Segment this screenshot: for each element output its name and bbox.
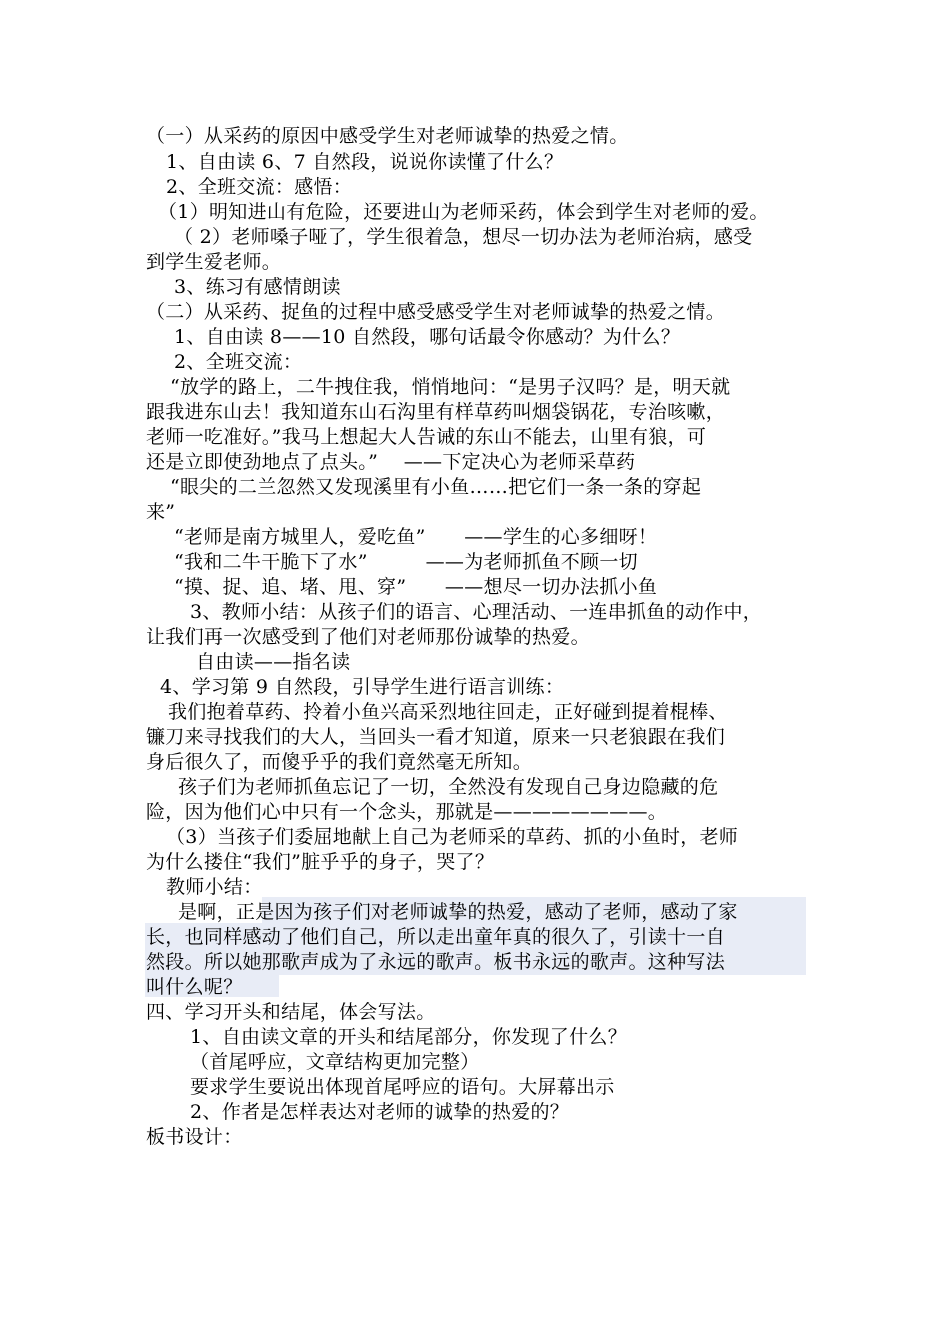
section-heading: 板书设计： bbox=[146, 1126, 243, 1148]
quote-line: “摸、捉、追、堵、甩、穿” ——想尽一切办法抓小鱼 bbox=[174, 576, 658, 598]
text-line: 3、教师小结：从孩子们的语言、心理活动、一连串抓鱼的动作中， bbox=[190, 601, 763, 623]
text-line: 险，因为他们心中只有一个念头，那就是————————。 bbox=[146, 801, 668, 823]
quote-line: 来” bbox=[146, 501, 176, 523]
text-line: （ 2）老师嗓子哑了，学生很着急，想尽一切办法为老师治病，感受 bbox=[174, 226, 753, 248]
text-line: 1、自由读文章的开头和结尾部分，你发现了什么？ bbox=[190, 1026, 627, 1048]
text-line: 自由读——指名读 bbox=[196, 651, 351, 673]
text-line: （首尾呼应，文章结构更加完整） bbox=[190, 1051, 480, 1073]
text-line: 镰刀来寻找我们的大人，当回头一看才知道，原来一只老狼跟在我们 bbox=[146, 726, 726, 748]
quote-line: 老师一吃准好。”我马上想起大人告诫的东山不能去，山里有狼，可 bbox=[146, 426, 707, 448]
text-line: 长，也同样感动了他们自己，所以走出童年真的很久了，引读十一自 bbox=[146, 926, 726, 948]
text-line: （3）当孩子们委屈地献上自己为老师采的草药、抓的小鱼时，老师 bbox=[166, 826, 739, 848]
quote-line: 跟我进东山去！我知道东山石沟里有样草药叫烟袋锅花，专治咳嗽， bbox=[146, 401, 726, 423]
text-line: 2、全班交流： bbox=[174, 351, 303, 373]
text-line: 4、学习第 9 自然段，引导学生进行语言训练： bbox=[160, 676, 565, 698]
quote-line: “我和二牛干脆下了水” ——为老师抓鱼不顾一切 bbox=[174, 551, 638, 573]
quote-line: “眼尖的二兰忽然又发现溪里有小鱼……把它们一条一条的穿起 bbox=[170, 476, 702, 498]
text-line: 2、全班交流：感悟： bbox=[166, 176, 353, 198]
text-line: 我们抱着草药、拎着小鱼兴高采烈地往回走，正好碰到提着棍棒、 bbox=[168, 701, 728, 723]
text-line: 让我们再一次感受到了他们对老师那份诚挚的热爱。 bbox=[146, 626, 590, 648]
text-line: （1）明知进山有危险，还要进山为老师采药，体会到学生对老师的爱。 bbox=[158, 201, 769, 223]
text-line: 到学生爱老师。 bbox=[146, 251, 282, 273]
text-line: 是啊，正是因为孩子们对老师诚挚的热爱，感动了老师，感动了家 bbox=[178, 901, 738, 923]
text-line: 叫什么呢？ bbox=[146, 976, 243, 998]
text-line: 为什么搂住“我们”脏乎乎的身子，哭了？ bbox=[146, 851, 495, 873]
section-heading: （一）从采药的原因中感受学生对老师诚挚的热爱之情。 bbox=[146, 125, 629, 147]
text-line: 1、自由读 8——10 自然段，哪句话最令你感动？为什么？ bbox=[174, 326, 681, 348]
text-line: 教师小结： bbox=[166, 876, 263, 898]
text-line: 2、作者是怎样表达对老师的诚挚的热爱的？ bbox=[190, 1101, 570, 1123]
text-line: 3、练习有感情朗读 bbox=[174, 276, 341, 298]
text-line: 孩子们为老师抓鱼忘记了一切，全然没有发现自己身边隐藏的危 bbox=[178, 776, 719, 798]
text-line: 要求学生要说出体现首尾呼应的语句。大屏幕出示 bbox=[190, 1076, 615, 1098]
section-heading: （二）从采药、捉鱼的过程中感受感受学生对老师诚挚的热爱之情。 bbox=[146, 301, 726, 323]
quote-line: “老师是南方城里人，爱吃鱼” ——学生的心多细呀！ bbox=[174, 526, 658, 548]
quote-line: “放学的路上，二牛拽住我，悄悄地问：“是男子汉吗？是，明天就 bbox=[170, 376, 731, 398]
text-line: 然段。所以她那歌声成为了永远的歌声。板书永远的歌声。这种写法 bbox=[146, 951, 726, 973]
section-heading: 四、学习开头和结尾，体会写法。 bbox=[146, 1001, 436, 1023]
text-line: 身后很久了，而傻乎乎的我们竟然毫无所知。 bbox=[146, 751, 533, 773]
text-line: 1、自由读 6、7 自然段，说说你读懂了什么？ bbox=[166, 151, 564, 173]
quote-line: 还是立即使劲地点了点头。” ——下定决心为老师采草药 bbox=[146, 451, 636, 473]
